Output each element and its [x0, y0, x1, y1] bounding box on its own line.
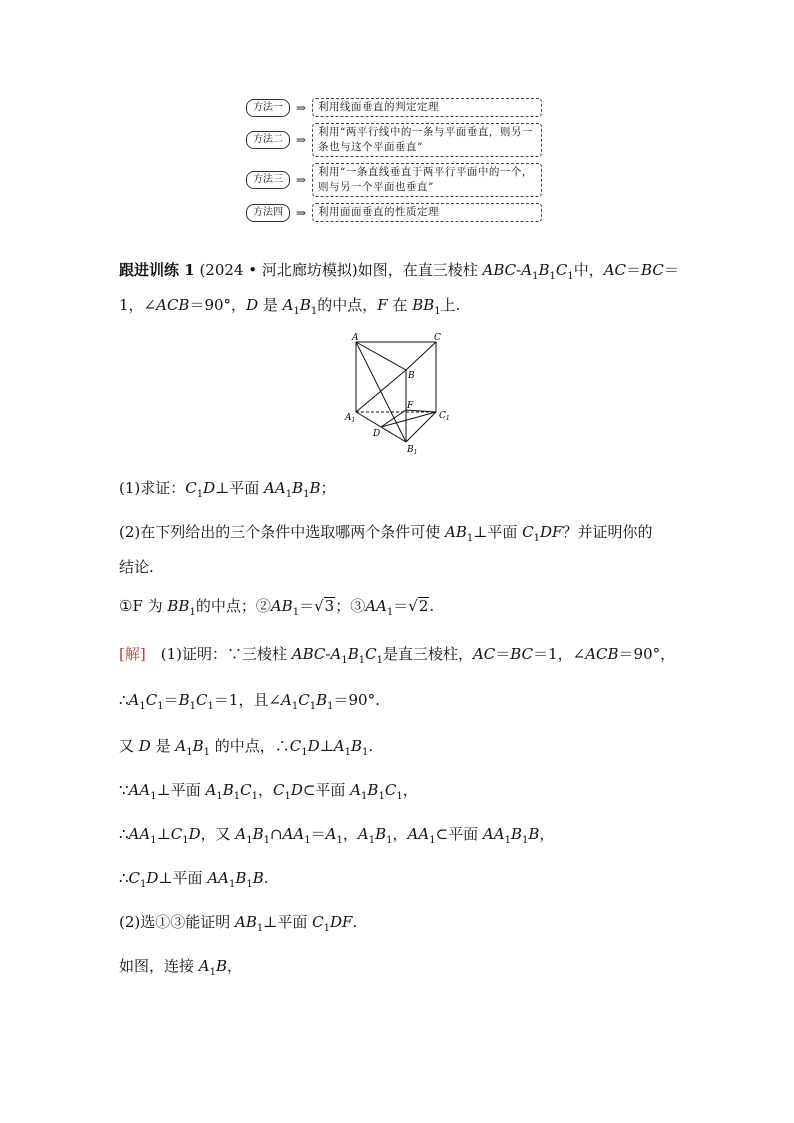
method-list [246, 98, 546, 228]
conditions: ①F 为 $BB_1$的中点；$②AB_1=√3$；$③AA_1=√2$. [119, 597, 435, 618]
prism-figure [340, 330, 460, 460]
solution-line-7: (2)选①③能证明 $AB_1\perp$平面 $C_1DF$. [119, 913, 358, 934]
solution-line-6: $\therefore C_1D\perp$平面 $AA_1B_1B$. [119, 869, 269, 890]
exercise-statement: 跟进训练 1 (2024 • 河北廊坊模拟)如图，在直三棱柱 ABC-$A_1B_1C_1$中，AC＝BC＝1，∠ACB＝90°，D 是 $A_1B_1$的中点，F 在 $BB_1$上. [119, 261, 679, 317]
method-text: 利用线面垂直的判定定理 [312, 98, 542, 117]
implies-arrow: ⇒ [295, 205, 307, 220]
method-text: 利用“一条直线垂直于两平行平面中的一个，则与另一个平面也垂直” [312, 163, 542, 197]
method-row-1 [246, 98, 546, 117]
implies-arrow: ⇒ [295, 100, 307, 115]
vertex-label-c: C [434, 333, 441, 343]
method-label: 方法三 [246, 171, 290, 189]
solution-line-8: 如图，连接 $A_1B$， [119, 957, 243, 978]
point-label-f: F [407, 401, 414, 411]
method-row-2 [246, 123, 546, 157]
method-label: 方法四 [246, 204, 290, 222]
vertex-label-a1: $A_1$ [345, 413, 356, 424]
vertex-label-a: A [352, 333, 359, 343]
implies-arrow: ⇒ [295, 133, 307, 147]
solution-line-2: $\therefore A_1C_1=B_1C_1=1$，且$\angle A_1C_1B_1=90^\circ$. [119, 691, 380, 712]
vertex-label-c1: $C_1$ [439, 411, 450, 422]
solution-line-4: $\because AA_1\perp$平面 $A_1B_1C_1$，$C_1D\subset$平面 $A_1B_1C_1$， [119, 781, 418, 802]
solution-line-5: $\therefore AA_1\perp C_1D$，又 $A_1B_1\cap AA_1=A_1$，$A_1B_1$，$AA_1\subset$平面 $AA_1B_1B$， [119, 825, 555, 846]
question-2: (2)在下列给出的三个条件中选取哪两个条件可使 $AB_1\perp$平面 $C_1DF$？并证明你的 结论. [119, 523, 653, 576]
solution-line-1: [解] (1)证明：∵三棱柱 ABC-$A_1B_1C_1$是直三棱柱，AC＝BC＝1，∠ACB＝90°， [119, 645, 676, 666]
method-label: 方法二 [246, 131, 290, 149]
solution-line-3: 又 D 是 $A_1B_1$ 的中点，$\therefore C_1D\perp A_1B_1$. [119, 737, 374, 758]
exercise-source: (2024 • 河北廊坊模拟) [199, 261, 358, 279]
question-1: (1)求证：$C_1D\perp$平面 $AA_1B_1B$； [119, 479, 336, 500]
exercise-title: 跟进训练 1 [119, 261, 195, 279]
method-label: 方法一 [246, 99, 290, 117]
vertex-label-b1: $B_1$ [407, 445, 418, 456]
exercise-intro: 如图，在直三棱柱 [357, 261, 478, 279]
method-text: 利用面面垂直的性质定理 [312, 203, 542, 222]
point-label-d: D [373, 429, 381, 439]
implies-arrow: ⇒ [295, 173, 307, 187]
method-row-4 [246, 203, 546, 222]
method-row-3 [246, 163, 546, 197]
solution-tag: [解] [119, 645, 146, 663]
method-text: 利用“两平行线中的一条与平面垂直，则另一条也与这个平面垂直” [312, 123, 542, 157]
vertex-label-b: B [408, 371, 415, 381]
